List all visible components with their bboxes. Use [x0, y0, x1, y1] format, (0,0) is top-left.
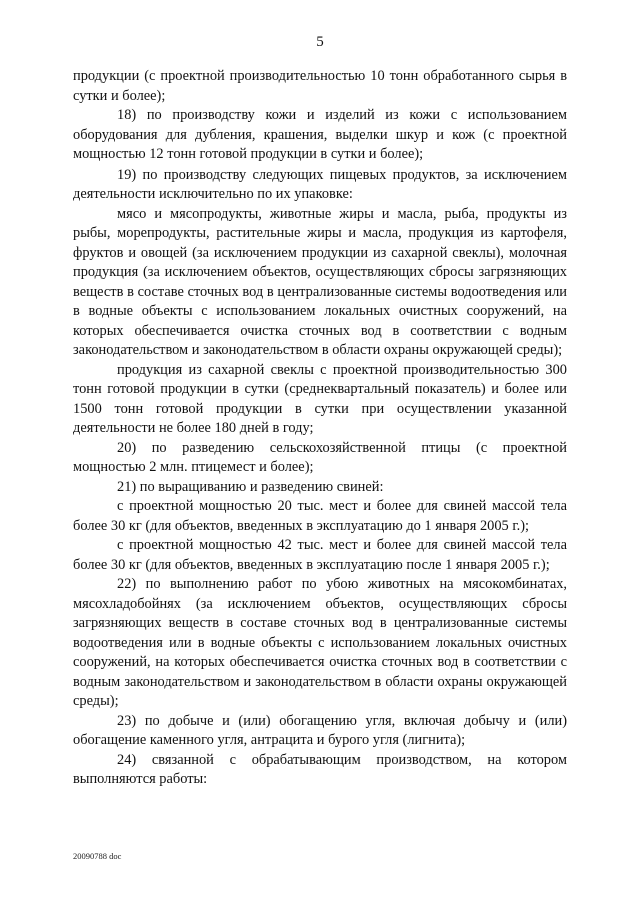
- paragraph-item-21: 21) по выращиванию и разведению свиней:: [117, 478, 384, 495]
- paragraph-sugar-beet: продукция из сахарной свеклы с проектной производительностью 300 тонн готовой продукции в сутки (среднеквартальный показатель) и более или 1500 тонн готовой продукции в сутки при осуществлении указанной деятельности не более 180 дней в году;: [73, 361, 567, 436]
- paragraph-item-24: 24) связанной с обрабатывающим производством, на котором выполняются работы:: [73, 751, 567, 787]
- paragraph-meat-products: мясо и мясопродукты, животные жиры и масла, рыба, продукты из рыбы, морепродукты, растительные жиры и масла, продукция из картофеля, фруктов и овощей (за исключением продукции из сахарной свеклы), молочная продукция (за исключением объектов, осуществляющих сбросы загрязняющих веществ в составе сточных вод в централизованные системы водоотведения или в водные объекты с использованием локальных очистных сооружений, на которых обеспечивается очистка сточных вод в соответствии с водным законодательством и законодательством в области охраны окружающей среды);: [73, 205, 567, 358]
- document-body: [73, 67, 567, 790]
- document-footer-filename: 20090788 doc: [73, 851, 122, 861]
- paragraph-pigs-after-2005: с проектной мощностью 42 тыс. мест и более для свиней массой тела более 30 кг (для объектов, введенных в эксплуатацию после 1 января 2005 г.);: [73, 537, 567, 573]
- paragraph-item-23: 23) по добыче и (или) обогащению угля, включая добычу и (или) обогащение каменного угля, антрацита и бурого угля (лигнита);: [73, 712, 567, 748]
- paragraph-pigs-before-2005: с проектной мощностью 20 тыс. мест и более для свиней массой тела более 30 кг (для объектов, введенных в эксплуатацию до 1 января 2005 г.);: [73, 498, 567, 534]
- paragraph-item-20: 20) по разведению сельскохозяйственной птицы (с проектной мощностью 2 млн. птицемест и более);: [73, 439, 567, 475]
- page-number: 5: [316, 34, 324, 50]
- paragraph-item-22: 22) по выполнению работ по убою животных на мясокомбинатах, мясохладобойнях (за исключением объектов, осуществляющих сбросы загрязняющих веществ в составе сточных вод в централизованные системы водоотведения или в водные объекты с использованием локальных очистных сооружений, на которых обеспечивается очистка сточных вод в соответствии с водным законодательством и законодательством в области охраны окружающей среды);: [73, 576, 567, 709]
- paragraph-item-18: 18) по производству кожи и изделий из кожи с использованием оборудования для дубления, крашения, выделки шкур и кож (с проектной мощностью 12 тонн готовой продукции в сутки и более);: [73, 107, 567, 162]
- paragraph-product-continuation: продукции (с проектной производительностью 10 тонн обработанного сырья в сутки и более);: [73, 68, 567, 104]
- paragraph-item-19: 19) по производству следующих пищевых продуктов, за исключением деятельности исключительно по их упаковке:: [73, 166, 567, 202]
